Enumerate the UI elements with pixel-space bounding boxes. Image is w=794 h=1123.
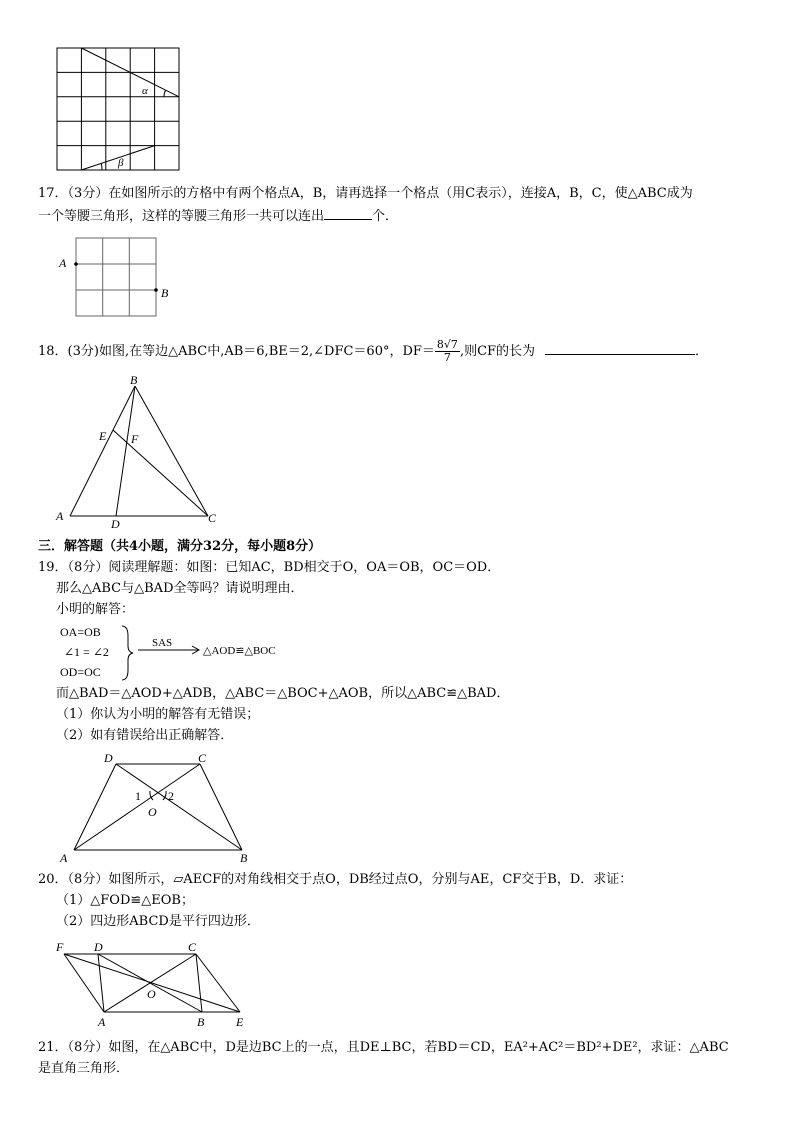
q20-label-c: C (188, 940, 197, 954)
q20-item-2: （2）四边形ABCD是平行四边形． (56, 914, 260, 929)
q17-line-2 (38, 207, 398, 226)
q19-line-1: 19．（8分）阅读理解题：如图：已知AC，BD相交于O，OA＝OB，OC＝OD． (38, 560, 501, 575)
q20-label-o: O (147, 987, 156, 1001)
q20-line-1: 20．（8分）如图所示，▱AECF的对角线相交于点O，DB经过点O，分别与AE，CF交于B，D．求证： (38, 872, 633, 887)
q20-label-a: A (98, 1015, 106, 1029)
beta-label: β (118, 157, 124, 169)
section-3-heading: 三．解答题（共4小题，满分32分，每小题8分） (38, 539, 322, 554)
q19-trapezoid-figure (54, 748, 264, 866)
q19-item-2: （2）如有错误给出正确解答． (56, 728, 234, 743)
q19-proof-sketch (58, 622, 308, 684)
q18-frac-num: 8√7 (436, 338, 458, 351)
q18-text-end: ． (695, 344, 709, 359)
q18-text-2: ,则CF的长为 (459, 344, 536, 359)
q18-triangle-figure (50, 374, 230, 530)
q19-label-a: A (60, 851, 68, 865)
q19-line-4: 而△BAD＝△AOD+△ADB，△ABC＝△BOC+△AOB，所以△ABC≌△BAD． (56, 686, 510, 701)
q19-proof-line-1: OA=OB (60, 625, 101, 639)
q19-arrow-result: △AOD≌△BOC (203, 645, 276, 657)
q17-text-2: 一个等腰三角形，这样的等腰三角形一共可以连出 (38, 209, 325, 224)
q18-line-1 (38, 339, 708, 365)
q20-label-b: B (197, 1015, 205, 1029)
q17-grid-figure (56, 236, 169, 320)
q17-label-b: B (161, 286, 169, 300)
q19-label-1: 1 (135, 789, 141, 803)
q19-label-o: O (148, 805, 157, 819)
q20-parallelogram-figure (52, 936, 256, 1028)
q18-label-e: E (99, 429, 107, 443)
q17-text-2-end: 个． (372, 209, 399, 224)
q20-label-f: F (56, 940, 64, 954)
q19-line-3: 小明的解答： (56, 602, 135, 617)
q20-item-1: （1）△FOD≌△EOB； (56, 893, 194, 908)
q18-label-a: A (56, 509, 64, 523)
q18-label-d: D (111, 517, 120, 531)
q17-answer-blank[interactable] (324, 207, 372, 220)
q19-item-1: （1）你认为小明的解答有无错误； (56, 707, 260, 722)
q19-label-b: B (240, 851, 248, 865)
q17-line-1: 17．（3分）在如图所示的方格中有两个格点A，B，请再选择一个格点（用C表示），连接A，B，C，使△ABC成为 (38, 186, 693, 201)
grid-angle-figure (56, 47, 182, 173)
q19-label-2: 2 (168, 789, 174, 803)
q18-label-c: C (208, 511, 217, 525)
q19-arrow-label: SAS (152, 637, 173, 649)
q20-label-d: D (94, 940, 103, 954)
q19-proof-line-2: ∠1 = ∠2 (64, 645, 109, 659)
q21-line-2: 是直角三角形． (38, 1061, 130, 1076)
alpha-label: α (142, 85, 148, 97)
q21-line-1: 21．（8分）如图，在△ABC中，D是边BC上的一点，且DE⊥BC，若BD＝CD，EA²+AC²＝BD²+DE²，求证：△ABC (38, 1040, 729, 1055)
q19-label-c: C (198, 751, 207, 765)
q19-line-2: 那么△ABC与△BAD全等吗？请说明理由． (56, 581, 304, 596)
q18-fraction (435, 339, 460, 364)
q19-proof-line-3: OD=OC (60, 665, 101, 679)
q17-label-a: A (59, 256, 67, 270)
q18-frac-den: 7 (443, 351, 451, 364)
q18-answer-blank[interactable] (545, 342, 695, 355)
q19-label-d: D (104, 751, 113, 765)
q20-label-e: E (236, 1015, 244, 1029)
q18-label-b: B (130, 373, 138, 387)
q18-text-1: 18．(3分)如图,在等边△ABC中,AB＝6,BE＝2,∠DFC＝60°，DF＝ (38, 344, 435, 359)
q18-label-f: F (131, 432, 139, 446)
